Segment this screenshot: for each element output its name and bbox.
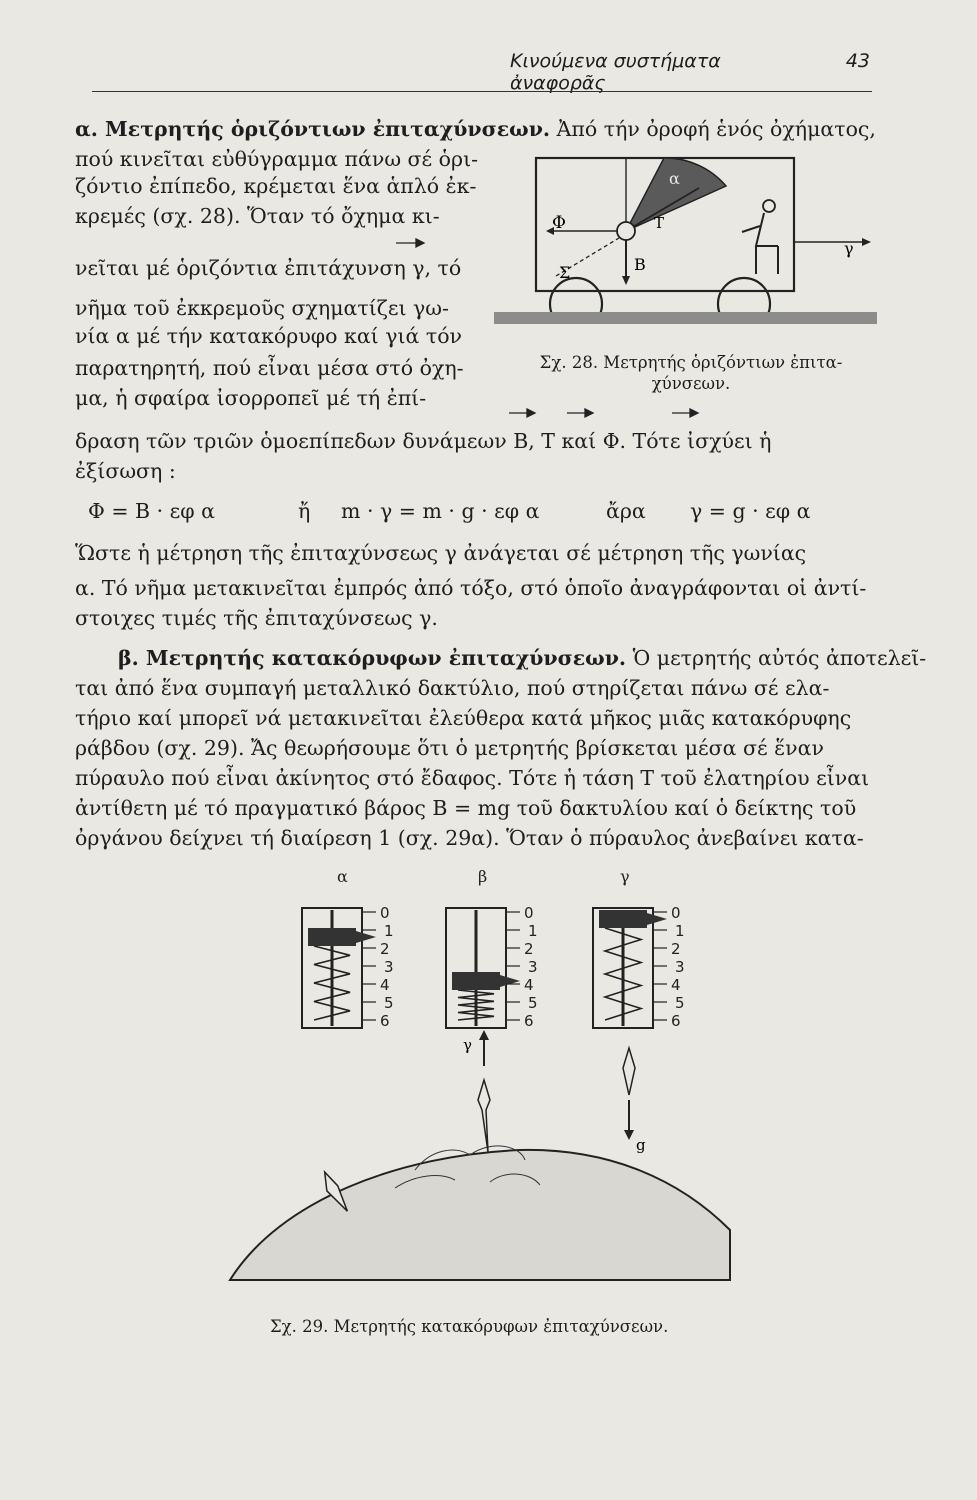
section-a-line-9: δραση τῶν τριῶν ὁμοεπίπεδων δυνάμεων Β, Τ καί Φ. Τότε ἰσχύει ἡ — [75, 429, 772, 453]
section-b-line-0: Ὁ μετρητής αὐτός ἀποτελεῖ- — [632, 646, 927, 670]
metal-ring — [308, 928, 356, 946]
scale-tick-label: 6 — [671, 1012, 681, 1030]
scale-tick-label: 5 — [528, 994, 538, 1012]
scale-tick-label: 2 — [380, 940, 390, 958]
after-eq-line-2: στοιχες τιμές τῆς ἐπιταχύνσεως γ. — [75, 606, 438, 630]
label-weight: B — [634, 255, 646, 274]
scale-tick-label: 3 — [528, 958, 538, 976]
section-b-heading: β. Μετρητής κατακόρυφων ἐπιταχύνσεων. — [118, 646, 627, 670]
scale-tick-label: 2 — [524, 940, 534, 958]
section-a-line-0: Ἀπό τήν ὀροφή ἑνός ὀχήματος, — [556, 117, 876, 141]
scale-tick-label: 4 — [524, 976, 534, 994]
section-a-line-5: νῆμα τοῦ ἐκκρεμοῦς σχηματίζει γω- — [75, 296, 449, 320]
section-b-line-6: ὀργάνου δείχνει τή διαίρεση 1 (σχ. 29α). Ὅταν ὁ πύραυλος ἀνεβαίνει κατα- — [75, 826, 864, 850]
section-b-line-4: πύραυλο πού εἶναι ἀκίνητος στό ἔδαφος. Τότε ἡ τάση Τ τοῦ ἐλατηρίου εἶναι — [75, 766, 870, 790]
scale-tick-label: 4 — [380, 976, 390, 994]
section-b-line-5: ἀντίθετη μέ τό πραγματικό βάρος Β = mg τοῦ δακτυλίου καί ὁ δείκτης τοῦ — [75, 796, 857, 820]
scale-tick-label: 3 — [384, 958, 394, 976]
equation-left: Φ = Β · εφ α — [88, 499, 215, 523]
section-a-line-2: ζόντιο ἐπίπεδο, κρέμεται ἕνα ἁπλό ἐκ- — [75, 174, 477, 198]
instrument-panels — [302, 904, 685, 1030]
panel-label-g: γ — [620, 870, 630, 886]
gamma-label: γ — [463, 1036, 472, 1054]
label-sigma: Σ — [559, 263, 571, 282]
pointer-indicator — [500, 975, 520, 987]
section-a-line-1: πού κινεῖται εὐθύγραμμα πάνω σέ ὁρι- — [75, 147, 479, 171]
running-head — [510, 50, 870, 94]
figure-28-caption: Σχ. 28. Μετρητής ὁριζόντιων ἐπιτα-χύνσεων. — [539, 353, 843, 393]
equation-or: ἤ — [298, 499, 311, 523]
scale-tick-label: 1 — [384, 922, 394, 940]
observer-head — [763, 200, 775, 212]
equation-line — [88, 499, 888, 531]
section-a-heading: α. Μετρητής ὁριζόντιων ἐπιταχύνσεων. — [75, 117, 551, 141]
scale-tick-label: 3 — [675, 958, 685, 976]
section-b-first-line — [118, 645, 926, 673]
page-number: 43 — [845, 50, 870, 72]
equation-thus: ἄρα — [606, 499, 646, 523]
section-b-line-3: ράβδου (σχ. 29). Ἄς θεωρήσουμε ὅτι ὁ μετρητής βρίσκεται μέσα σέ ἕναν — [75, 736, 824, 760]
pendulum-bob — [617, 222, 635, 240]
scale-tick-label: 6 — [524, 1012, 534, 1030]
pointer-indicator — [647, 913, 667, 925]
label-phi: Φ — [552, 213, 566, 233]
scale-tick-label: 0 — [524, 904, 534, 922]
g-label: g — [636, 1136, 646, 1154]
pointer-indicator — [356, 931, 376, 943]
header-rule — [92, 91, 872, 92]
panel-label-b: β — [478, 870, 488, 886]
metal-ring — [452, 972, 500, 990]
scale-tick-label: 5 — [384, 994, 394, 1012]
running-title: Κινούμενα συστήματα ἀναφορᾶς — [510, 50, 721, 94]
instrument-panel-2 — [593, 904, 685, 1030]
section-a-line-3: κρεμές (σχ. 28). Ὅταν τό ὄχημα κι- — [75, 204, 440, 228]
earth-surface — [230, 1150, 730, 1280]
section-a-line-6: νία α μέ τήν κατακόρυφο καί γιά τόν — [75, 324, 463, 348]
scale-tick-label: 0 — [671, 904, 681, 922]
section-a-line-10: ἐξίσωση : — [75, 459, 176, 483]
scale-tick-label: 2 — [671, 940, 681, 958]
label-tension: T — [654, 214, 665, 232]
equation-right: γ = g · εφ α — [690, 499, 811, 523]
scale-tick-label: 6 — [380, 1012, 390, 1030]
figure-29-accelerometer-diagram — [220, 870, 740, 1310]
observer-figure — [742, 213, 778, 274]
panel-label-a: α — [337, 870, 348, 886]
section-a-line-7: παρατηρητή, πού εἶναι μέσα στό ὀχη- — [75, 356, 464, 380]
instrument-panel-0 — [302, 904, 394, 1030]
section-a-line-8: μα, ἡ σφαίρα ἰσορροπεῖ μέ τή ἐπί- — [75, 386, 427, 410]
after-eq-line-1: α. Τό νῆμα μετακινεῖται ἐμπρός ἀπό τόξο, στό ὁποῖο ἀναγράφονται οἱ ἀντί- — [75, 576, 867, 600]
equation-middle: m · γ = m · g · εφ α — [341, 499, 540, 523]
scale-tick-label: 4 — [671, 976, 681, 994]
section-a-line-4: νεῖται μέ ὁριζόντια ἐπιτάχυνση γ, τό — [75, 256, 462, 280]
after-eq-line-0: Ὥστε ἡ μέτρηση τῆς ἐπιταχύνσεως γ ἀνάγεται σέ μέτρηση τῆς γωνίας — [75, 541, 807, 565]
instrument-panel-1 — [446, 904, 538, 1030]
metal-ring — [599, 910, 647, 928]
scale-tick-label: 1 — [528, 922, 538, 940]
ground-strip — [494, 312, 877, 324]
scale-tick-label: 0 — [380, 904, 390, 922]
scale-tick-label: 1 — [675, 922, 685, 940]
figure-28-vehicle-diagram — [494, 146, 877, 324]
figure-29-caption: Σχ. 29. Μετρητής κατακόρυφων ἐπιταχύνσεων. — [270, 1317, 669, 1336]
section-b-line-1: ται ἀπό ἕνα συμπαγή μεταλλικό δακτύλιο, πού στηρίζεται πάνω σέ ελα- — [75, 676, 830, 700]
scale-tick-label: 5 — [675, 994, 685, 1012]
section-b-line-2: τήριο καί μπορεῖ νά μετακινεῖται ἐλεύθερα κατά μῆκος μιᾶς κατακόρυφης — [75, 706, 852, 730]
section-a-first-line — [75, 116, 876, 144]
label-accel: γ — [844, 239, 854, 258]
label-angle: α — [669, 169, 680, 188]
